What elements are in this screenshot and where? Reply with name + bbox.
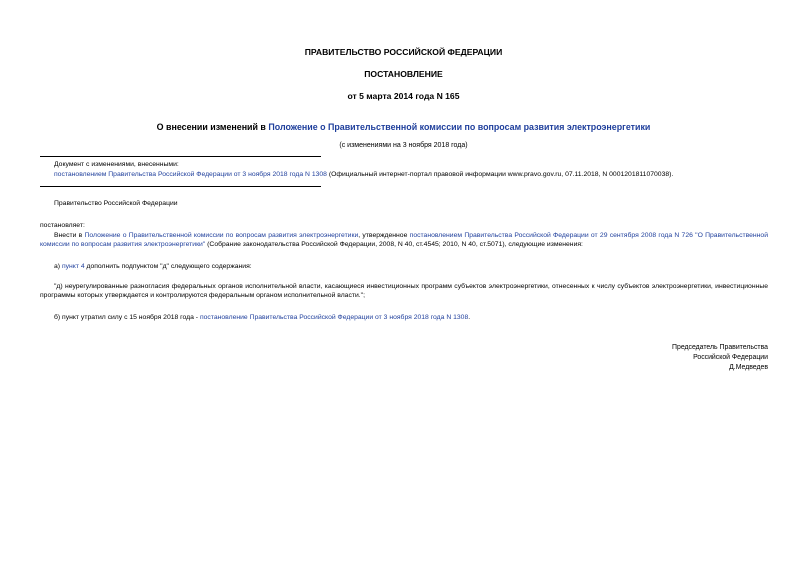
regulation-link[interactable]: Положение о Правительственной комиссии по вопросам развития электроэнергетики [84,232,359,239]
quote-text: "д) неурегулированные разногласия федеральных органов исполнительной власти, касающиеся инвестиционных программ субъектов электроэнергетики, отнесенных к числу субъектов электроэнергетики, инвестиционные программы которых утверждается и контролируются федеральным органом исполнительной власти."; [40,283,768,300]
resolution-1308-link[interactable]: постановление Правительства Российской Федерации от 3 ноября 2018 года N 1308 [199,314,469,321]
item-b [54,313,470,322]
item-a-rest: дополнить подпунктом "д" следующего содержания: [84,263,252,270]
title-regulation-link[interactable]: Положение о Правительственной комиссии по вопросам развития электроэнергетики [268,122,651,132]
item-a [54,262,252,271]
signature-position: Председатель Правительства [672,344,768,351]
document-title [0,122,807,132]
signature-name: Д.Медведев [729,363,768,371]
quoted-subclause [40,282,768,301]
document-date-number: от 5 марта 2014 года N 165 [347,91,460,101]
amendment-link[interactable]: постановлением Правительства Российской Федерации от 3 ноября 2018 года N 1308 [54,171,327,178]
para-start: Внести в [54,232,85,239]
title-prefix: О внесении изменений в [156,122,269,132]
item-a-prefix: а) [54,263,62,270]
changes-reference [54,170,673,179]
changes-intro: Документ с изменениями, внесенными: [54,161,179,168]
revision-note: (с изменениями на 3 ноября 2018 года) [339,142,468,149]
resolution-726-link[interactable]: постановлением Правительства Российской Федерации от 29 сентября 2008 года N 726 "О Правительственной комиссии по вопросам развития электроэнергетики" [40,232,768,249]
divider-top [40,156,321,157]
signature-country: Российской Федерации [693,353,768,361]
para-mid: , утвержденное [358,232,410,239]
item-b-end: . [468,314,471,321]
clause-4-link[interactable]: пункт 4 [61,263,85,270]
decrees-word: постановляет: [40,222,85,229]
document-type: ПОСТАНОВЛЕНИЕ [364,69,443,79]
signature-block [672,343,768,373]
divider-bottom [40,186,321,187]
government-header: ПРАВИТЕЛЬСТВО РОССИЙСКОЙ ФЕДЕРАЦИИ [304,47,503,57]
para-end: (Собрание законодательства Российской Федерации, 2008, N 40, ст.4545; 2010, N 40, ст.5071), следующие изменения: [205,241,583,249]
main-paragraph [40,231,768,250]
issuer: Правительство Российской Федерации [54,200,178,207]
changes-source: (Официальный интернет-портал правовой информации www.pravo.gov.ru, 07.11.2018, N 0001201811070038). [326,171,674,178]
item-b-prefix: б) пункт утратил силу с 15 ноября 2018 года - [54,314,200,321]
